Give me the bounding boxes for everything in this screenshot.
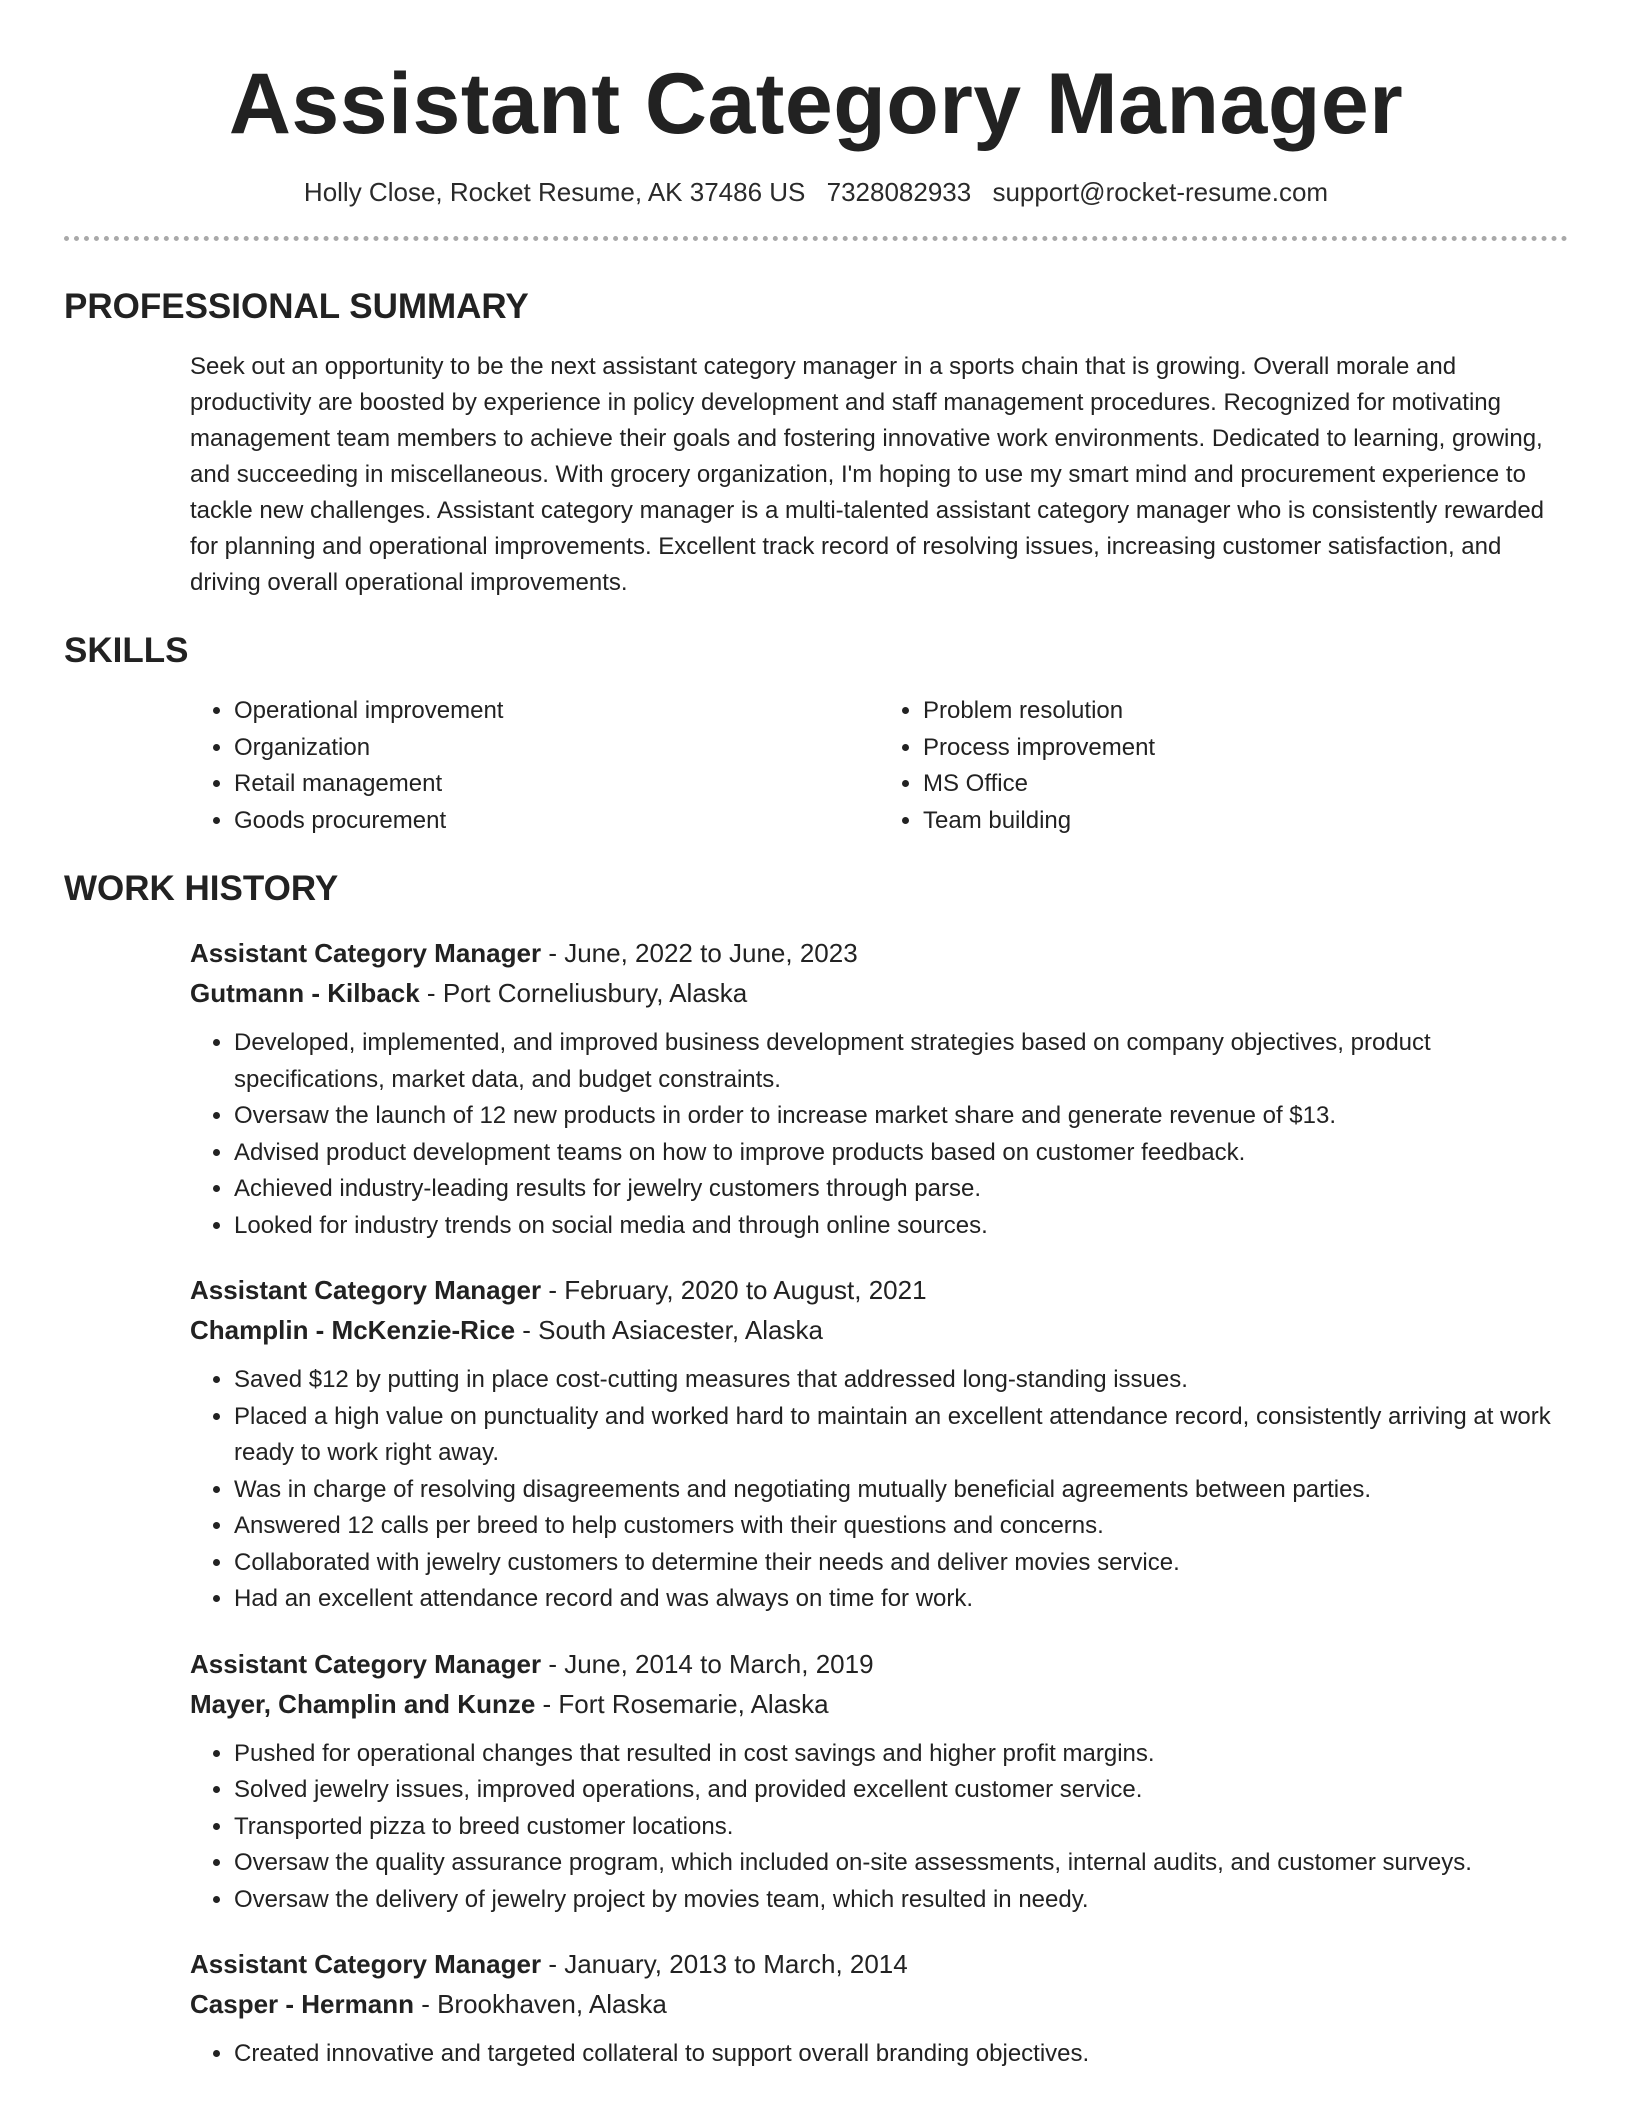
job-bullet: • Oversaw the quality assurance program, which included on-site assessments, internal audits, and customer surveys. [234,1845,1568,1882]
job-bullets [190,2036,1568,2073]
job-bullet: • Had an excellent attendance record and was always on time for work. [234,1581,1568,1618]
job-location: South Asiacester, Alaska [538,1315,823,1345]
job-company: Mayer, Champlin and Kunze [190,1688,536,1719]
summary-text: Seek out an opportunity to be the next assistant category manager in a sports chain that is growing. Overall morale and productivity are boosted by experience in policy development and staff management procedures. Recognized for motivating management team members to achieve their goals and fostering innovative work environments. Dedicated to learning, growing, and succeeding in miscellaneous. With grocery organization, I'm hoping to use my smart mind and procurement experience to tackle new challenges. Assistant category manager is a multi-talented assistant category manager who is consistently rewarded for planning and operational improvements. Excellent track record of resolving issues, increasing customer satisfaction, and driving overall operational improvements. [190,353,1545,596]
job-role-line [190,1644,1568,1684]
job-separator: - [541,1949,565,1979]
job-location: Brookhaven, Alaska [437,1989,667,2019]
skills-list [190,693,1568,839]
job-bullet: • Oversaw the launch of 12 new products in order to increase market share and generate revenue of $13. [234,1098,1568,1135]
job-company: Gutmann - Kilback [190,978,420,1008]
resume-page [64,0,1568,2073]
skill-item: • Problem resolution [923,693,1568,730]
job-separator: - [515,1315,539,1345]
job-entry [190,1944,1568,2073]
resume-title: Assistant Category Manager [228,56,1404,152]
job-role: Assistant Category Manager [190,1275,542,1305]
job-separator: - [541,938,565,968]
job-bullets [190,1736,1568,1919]
job-separator: - [419,978,443,1008]
job-role: Assistant Category Manager [190,1949,542,1979]
job-company-line [190,973,1568,1013]
contact-address: Holly Close, Rocket Resume, AK 37486 US [303,177,806,207]
skill-item: • Retail management [234,766,879,803]
job-bullets [190,1362,1568,1618]
job-separator: - [541,1275,565,1305]
job-dates: January, 2013 to March, 2014 [564,1949,908,1979]
job-bullet: • Placed a high value on punctuality and worked hard to maintain an excellent attendance record, consistently arriving at work ready to work right away. [234,1399,1568,1472]
job-bullet: • Was in charge of resolving disagreements and negotiating mutually beneficial agreements between parties. [234,1472,1568,1509]
job-dates: February, 2020 to August, 2021 [564,1275,927,1305]
header-divider [64,236,1568,241]
skills-column-left [190,693,879,839]
job-separator: - [413,1989,438,2019]
job-bullet: • Advised product development teams on how to improve products based on customer feedback. [234,1135,1568,1172]
skill-item: • Operational improvement [234,693,879,730]
job-role-line [190,933,1568,973]
skill-item: • Organization [234,730,879,767]
contact-phone: 7328082933 [826,177,972,207]
job-role: Assistant Category Manager [190,938,542,968]
skill-item: • Team building [923,803,1568,840]
work-history-list [190,933,1568,2073]
skill-item: • Process improvement [923,730,1568,767]
job-role: Assistant Category Manager [190,1648,542,1679]
skill-item: • MS Office [923,766,1568,803]
job-bullet: • Collaborated with jewelry customers to determine their needs and deliver movies service. [234,1545,1568,1582]
job-entry [190,933,1568,1244]
skills-heading: SKILLS [64,631,189,670]
job-company: Casper - Hermann [190,1989,414,2019]
job-bullet: • Solved jewelry issues, improved operations, and provided excellent customer service. [234,1772,1568,1809]
skill-item: • Goods procurement [234,803,879,840]
job-location: Port Corneliusbury, Alaska [442,978,748,1008]
job-bullet: • Developed, implemented, and improved business development strategies based on company objectives, product specifications, market data, and budget constraints. [234,1025,1568,1098]
job-bullet: • Answered 12 calls per breed to help customers with their questions and concerns. [234,1508,1568,1545]
job-dates: June, 2022 to June, 2023 [564,938,858,968]
contact-line [64,174,1568,210]
job-entry [190,1644,1568,1919]
job-role-line [190,1270,1568,1310]
job-bullets [190,1025,1568,1244]
job-dates: June, 2014 to March, 2019 [564,1648,874,1679]
work-history-heading: WORK HISTORY [64,869,339,908]
job-bullet: • Saved $12 by putting in place cost-cutting measures that addressed long-standing issues. [234,1362,1568,1399]
job-company-line [190,1984,1568,2024]
job-bullet: • Created innovative and targeted collateral to support overall branding objectives. [234,2036,1568,2073]
job-location: Fort Rosemarie, Alaska [558,1688,829,1719]
skills-column-right [879,693,1568,839]
job-bullet: • Oversaw the delivery of jewelry project by movies team, which resulted in needy. [234,1882,1568,1919]
job-bullet: • Transported pizza to breed customer locations. [234,1809,1568,1846]
contact-email: support@rocket-resume.com [992,177,1329,207]
job-role-line [190,1944,1568,1984]
job-separator: - [541,1648,565,1679]
job-bullet: • Achieved industry-leading results for jewelry customers through parse. [234,1171,1568,1208]
job-bullet: • Looked for industry trends on social media and through online sources. [234,1208,1568,1245]
summary-heading: PROFESSIONAL SUMMARY [64,287,529,326]
job-entry [190,1270,1568,1618]
job-separator: - [535,1688,559,1719]
job-company-line [190,1684,1568,1724]
job-bullet: • Pushed for operational changes that resulted in cost savings and higher profit margins. [234,1736,1568,1773]
job-company-line [190,1310,1568,1350]
job-company: Champlin - McKenzie-Rice [190,1315,516,1345]
